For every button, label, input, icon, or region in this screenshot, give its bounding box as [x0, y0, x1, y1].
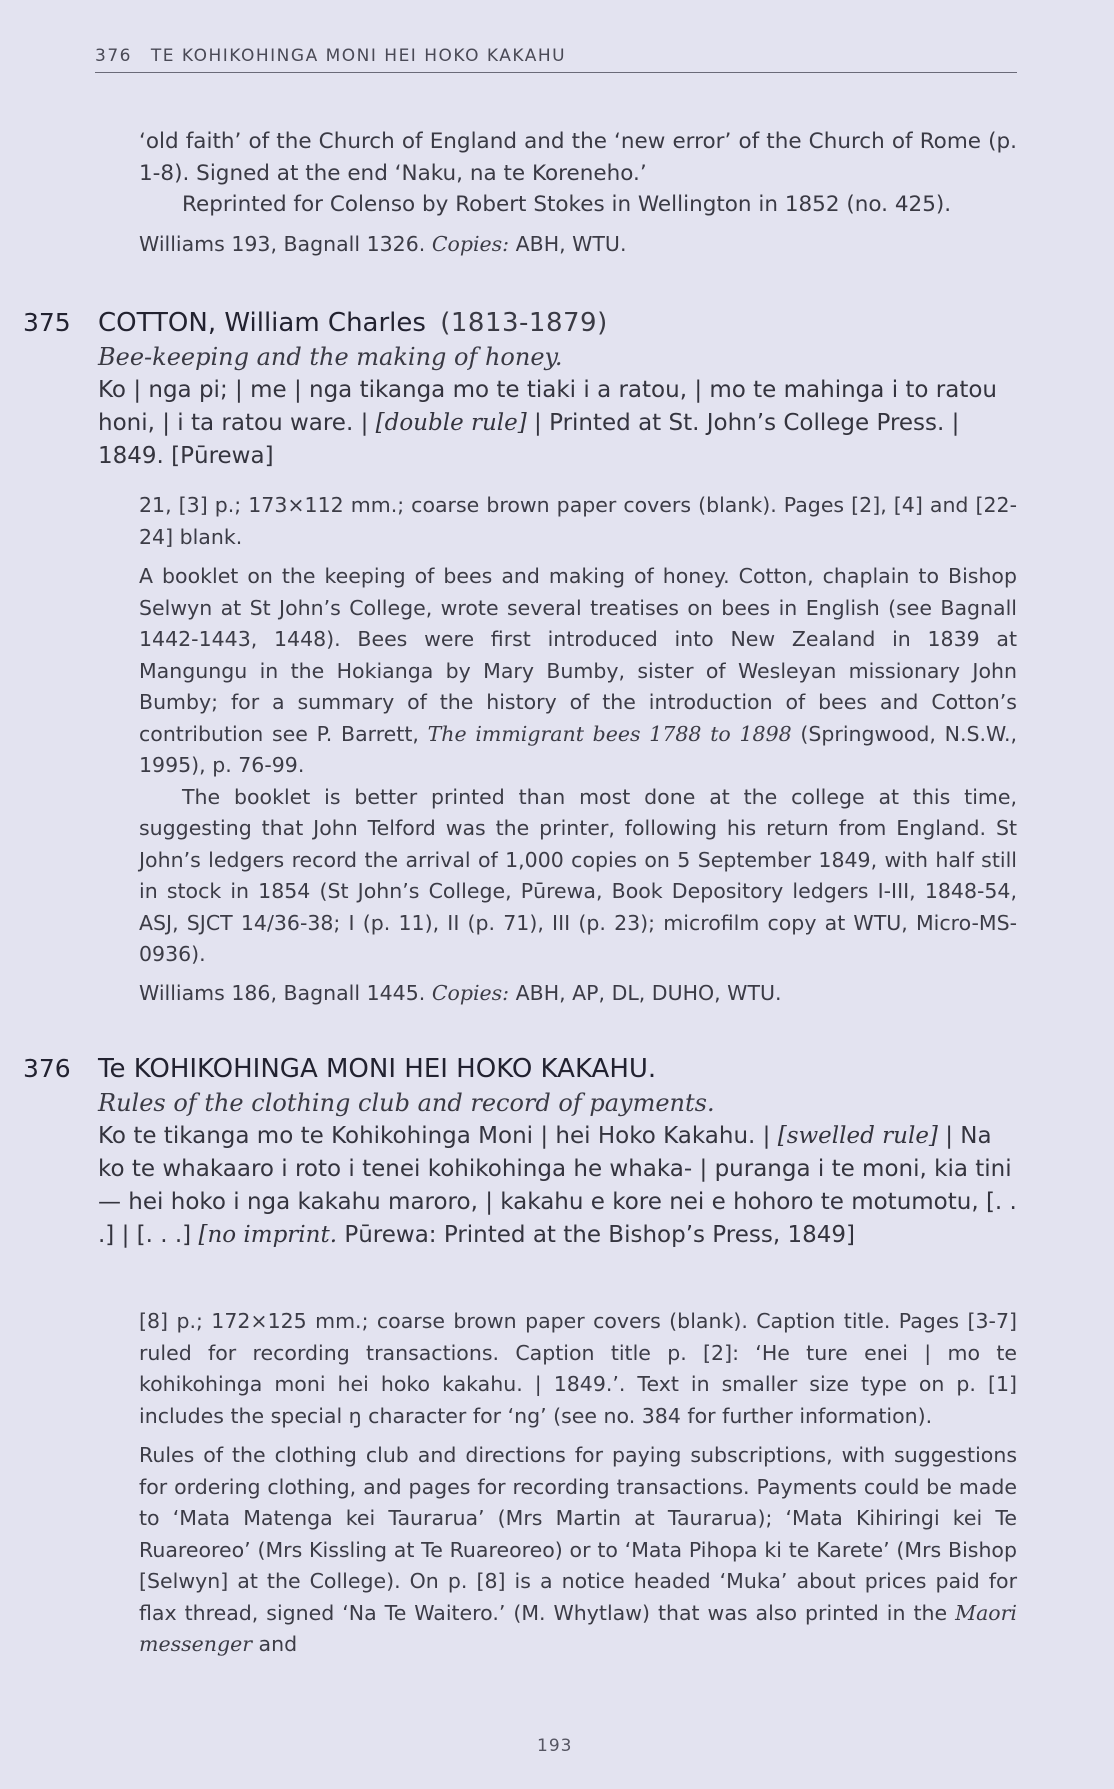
entry-375-collation: 21, [3] p.; 173×112 mm.; coarse brown paper covers (blank). Pages [2], [4] and [22-24] blank. [139, 493, 1017, 549]
entry-375-details [139, 490, 1017, 1009]
entry-376-note-end: and [252, 1632, 298, 1656]
entry-375-copies-label: Copies: [431, 980, 510, 1005]
entry-375-author: COTTON, William Charles [98, 308, 426, 338]
entry-376 [98, 1052, 1017, 1252]
entry-375-tp-text-c: | Printed at St. John’s College Press. | 1849. [Pūrewa] [98, 410, 960, 469]
entry-376-note-text: Rules of the clothing club and directions for paying subscriptions, with suggestions for ordering clothing, and pages for recording transactions. Payments could be made to ‘Mata Matenga kei Taurarua’ (Mrs Martin at Taurarua); ‘Mata Kihiringi kei Te Ruareoreo’ (Mrs Kissling at Te Ruareoreo) or to ‘Mata Pihopa ki te Karete’ (Mrs Bishop [Selwyn] at the College). On p. [8] is a notice headed ‘Muka’ about prices paid for flax thread, signed ‘Na Te Waitero.’ (M. Whytlaw) that was also printed in the [139, 1443, 1017, 1625]
entry-375-tp-rule: [double rule] [375, 410, 527, 436]
entry-375-references [139, 978, 1017, 1009]
entry-375-note-1-end: (Springwood, N.S.W., 1995), p. 76-99. [139, 721, 1017, 777]
entry-376-tp-rule: [swelled rule] [777, 1123, 938, 1149]
entry-375-note-1-citation: The immigrant bees 1788 to 1898 [427, 721, 792, 746]
entry-375-tp-text-a: Ko | nga pi; | me | nga tikanga mo te tiaki i a ratou, | mo te mahinga i to ratou honi, | i ta ratou ware. | [98, 377, 998, 436]
entry-376-tp-text-c: | Na ko te whakaaro i roto i tenei kohikohinga he whaka- | puranga i te moni, kia tini — hei hoko i nga kakahu maroro, | kakahu e kore nei e hohoro te motumotu, [. . .] | [. . .] [98, 1123, 1017, 1248]
entry-376-details [139, 1306, 1017, 1661]
entry-375-note-1-text: A booklet on the keeping of bees and making of honey. Cotton, chaplain to Bishop Selwyn at St John’s College, wrote several treatises on bees in English (see Bagnall 1442-1443, 1448). Bees were first introduced into New Zealand in 1839 at Mangungu in the Hokianga by Mary Bumby, sister of Wesleyan missionary John Bumby; for a summary of the history of the introduction of bees and Cotton’s contribution see P. Barrett, [139, 564, 1017, 746]
entry-375-refs-text: Williams 186, Bagnall 1445. [139, 980, 426, 1005]
entry-376-note [139, 1440, 1017, 1661]
entry-376-tp-text-a: Ko te tikanga mo te Kohikohinga Moni | hei Hoko Kakahu. | [98, 1123, 778, 1149]
carryover-copies: ABH, WTU. [515, 231, 627, 256]
running-head-page-number: 376 [95, 46, 132, 66]
entry-375-title-page [98, 374, 1017, 473]
carryover-block [139, 126, 1017, 260]
entry-376-title-page [98, 1120, 1017, 1252]
entry-375-number: 375 [23, 308, 71, 337]
entry-376-note-citation: Maori messenger [139, 1600, 1017, 1656]
entry-375-heading [98, 306, 1017, 340]
entry-375 [98, 306, 1017, 473]
running-head-title: TE KOHIKOHINGA MONI HEI HOKO KAKAHU [150, 46, 567, 66]
entry-375-translated-title: Bee-keeping and the making of honey. [98, 343, 563, 371]
entry-376-tp-text-e: Pūrewa: Printed at the Bishop’s Press, 1849] [337, 1222, 855, 1248]
page-folio: 193 [537, 1736, 573, 1756]
carryover-reprint: Reprinted for Colenso by Robert Stokes in Wellington in 1852 (no. 425). [182, 192, 952, 217]
carryover-refs-text: Williams 193, Bagnall 1326. [139, 231, 426, 256]
entry-375-copies: ABH, AP, DL, DUHO, WTU. [515, 980, 782, 1005]
entry-375-dates: (1813-1879) [440, 308, 608, 338]
entry-376-heading: Te KOHIKOHINGA MONI HEI HOKO KAKAHU. [98, 1054, 657, 1084]
entry-376-collation: [8] p.; 172×125 mm.; coarse brown paper covers (blank). Caption title. Pages [3-7] ruled for recording transactions. Caption title p. [2]: ‘He ture enei | mo te kohikohinga moni hei hoko kakahu. | 1849.’. Text in smaller size type on p. [1] includes the special ŋ character for ‘ng’ (see no. 384 for further information). [139, 1309, 1017, 1428]
entry-376-number: 376 [23, 1054, 71, 1083]
entry-375-note-2: The booklet is better printed than most done at the college at this time, suggesting that John Telford was the printer, following his return from England. St John’s ledgers record the arrival of 1,000 copies on 5 September 1849, with half still in stock in 1854 (St John’s College, Pūrewa, Book Depository ledgers I-III, 1848-54, ASJ, SJCT 14/36-38; I (p. 11), II (p. 71), III (p. 23); microfilm copy at WTU, Micro-MS-0936). [139, 784, 1017, 966]
carryover-references [139, 229, 1017, 260]
entry-376-tp-no-imprint: [no imprint. [198, 1222, 338, 1248]
carryover-text: ‘old faith’ of the Church of England and the ‘new error’ of the Church of Rome (p. 1-8). Signed at the end ‘Naku, na te Koreneho.’ [139, 129, 1017, 186]
entry-376-translated-title: Rules of the clothing club and record of payments. [98, 1089, 715, 1117]
running-head [95, 46, 1017, 73]
entry-375-note-1 [139, 561, 1017, 782]
carryover-copies-label: Copies: [431, 231, 510, 256]
